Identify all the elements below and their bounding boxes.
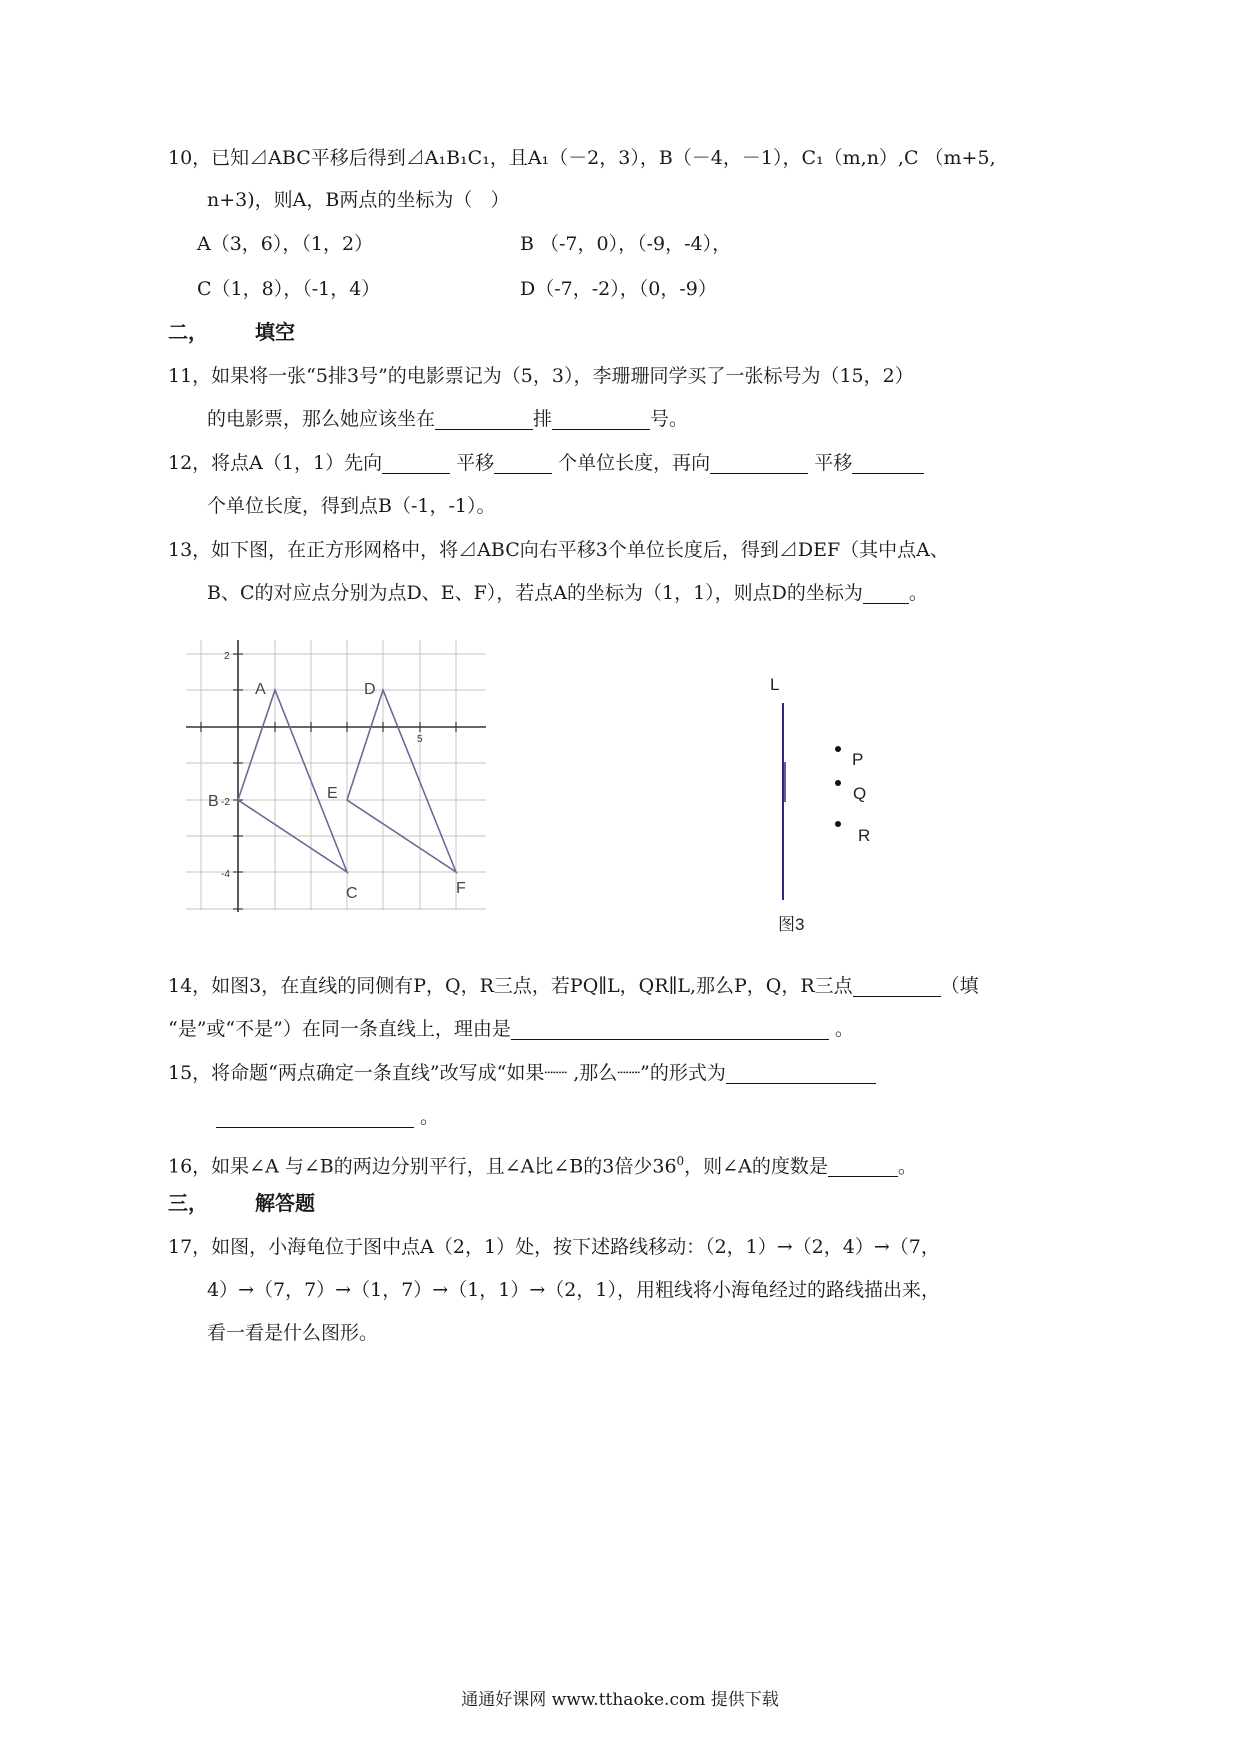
point-label-c: C	[346, 885, 358, 902]
point-label-a: A	[255, 681, 266, 698]
q15-line1: 15，将命题“两点确定一条直线”改写成“如果┈┈ ,那么┈┈”的形式为	[168, 1060, 876, 1086]
q16-blank-angle[interactable]	[828, 1156, 898, 1177]
q15-line2: 。	[216, 1104, 439, 1130]
point-label-p: P	[852, 750, 864, 769]
q10-option-d: D（-7，-2），（0，-9）	[520, 278, 717, 300]
q10-line2: n+3)，则A，B两点的坐标为（ ）	[207, 189, 510, 211]
section3-number: 三，	[168, 1191, 208, 1215]
q14-line2: “是”或“不是”）在同一条直线上，理由是 。	[168, 1018, 854, 1040]
figure3-line-points	[760, 665, 900, 940]
q12-blank-direction-2[interactable]	[710, 453, 808, 474]
point-label-f: F	[456, 880, 466, 897]
point-label-q: Q	[853, 784, 867, 803]
point-r	[835, 821, 841, 827]
q12-blank-direction-1[interactable]	[382, 453, 450, 474]
point-label-r: R	[858, 826, 871, 845]
q17-line3: 看一看是什么图形。	[207, 1322, 379, 1344]
q14-line1: 14，如图3，在直线的同侧有P，Q，R三点，若PQ∥L，QR∥L,那么P，Q，R三点 （填	[168, 975, 979, 997]
point-p	[835, 746, 841, 752]
y-tick-2: 2	[224, 651, 230, 662]
section2-title: 填空	[254, 320, 295, 344]
q12-blank-units-1[interactable]	[494, 453, 552, 474]
point-label-b: B	[208, 793, 219, 810]
q12-line2: 个单位长度，得到点B（-1，-1）。	[207, 495, 496, 517]
q16-line1: 16，如果∠A 与∠B的两边分别平行，且∠A比∠B的3倍少$36^0$，则∠A的度数是 。	[168, 1154, 917, 1178]
q15-blank-part1[interactable]	[726, 1063, 876, 1084]
q13-blank-d-coordinate[interactable]	[863, 583, 909, 604]
q10-option-b: B （-7，0），（-9，-4），	[520, 233, 732, 255]
q15-blank-part2[interactable]	[216, 1107, 414, 1128]
figure3-caption: 图3	[778, 915, 805, 934]
q14-blank-answer[interactable]	[853, 976, 941, 997]
q10-option-c: C（1，8），（-1，4）	[197, 278, 381, 300]
q12-blank-units-2[interactable]	[852, 453, 924, 474]
triangle-def	[347, 690, 456, 872]
q11-line2: 的电影票，那么她应该坐在 排 号。	[207, 408, 689, 430]
x-tick-5: 5	[417, 734, 423, 745]
q10-option-a: A（3，6），（1，2）	[197, 233, 374, 255]
q12-line1: 12，将点A（1，1）先向 平移 个单位长度，再向 平移	[168, 450, 924, 476]
triangle-grid-figure	[180, 640, 500, 920]
q13-line2: B、C的对应点分别为点D、E、F），若点A的坐标为（1，1），则点D的坐标为 。	[207, 582, 928, 604]
section3-heading	[168, 1190, 315, 1216]
q13-line1: 13，如下图，在正方形网格中，将⊿ABC向右平移3个单位长度后，得到⊿DEF（其中点A、	[168, 539, 949, 561]
triangle-abc	[238, 690, 347, 872]
section2-heading	[168, 319, 295, 345]
y-tick-minus-4: -4	[221, 869, 230, 880]
section2-number: 二，	[168, 320, 208, 344]
q11-blank-row[interactable]	[435, 409, 533, 430]
line-label-l: L	[770, 675, 780, 694]
q10-line1: 10，已知⊿ABC平移后得到⊿A₁B₁C₁，且A₁（－2，3），B（－4，－1），C₁（m,n）,C （m+5,	[168, 147, 996, 169]
q17-line2: 4）→（7，7）→（1，7）→（1，1）→（2，1），用粗线将小海龟经过的路线描出来，	[207, 1279, 940, 1301]
q11-line1: 11，如果将一张“5排3号”的电影票记为（5，3），李珊珊同学买了一张标号为（15，2）	[168, 365, 914, 387]
y-tick-minus-2: -2	[221, 797, 230, 808]
q11-blank-seat[interactable]	[552, 409, 650, 430]
q17-line1: 17，如图，小海龟位于图中点A（2，1）处，按下述路线移动：（2，1）→（2，4）→（7，	[168, 1236, 940, 1258]
section3-title: 解答题	[254, 1191, 315, 1215]
footer-source: 通通好课网 www.tthaoke.com 提供下载	[461, 1690, 779, 1710]
point-label-e: E	[327, 785, 338, 802]
point-label-d: D	[364, 681, 376, 698]
q14-blank-reason[interactable]	[511, 1019, 829, 1040]
point-q	[835, 780, 841, 786]
